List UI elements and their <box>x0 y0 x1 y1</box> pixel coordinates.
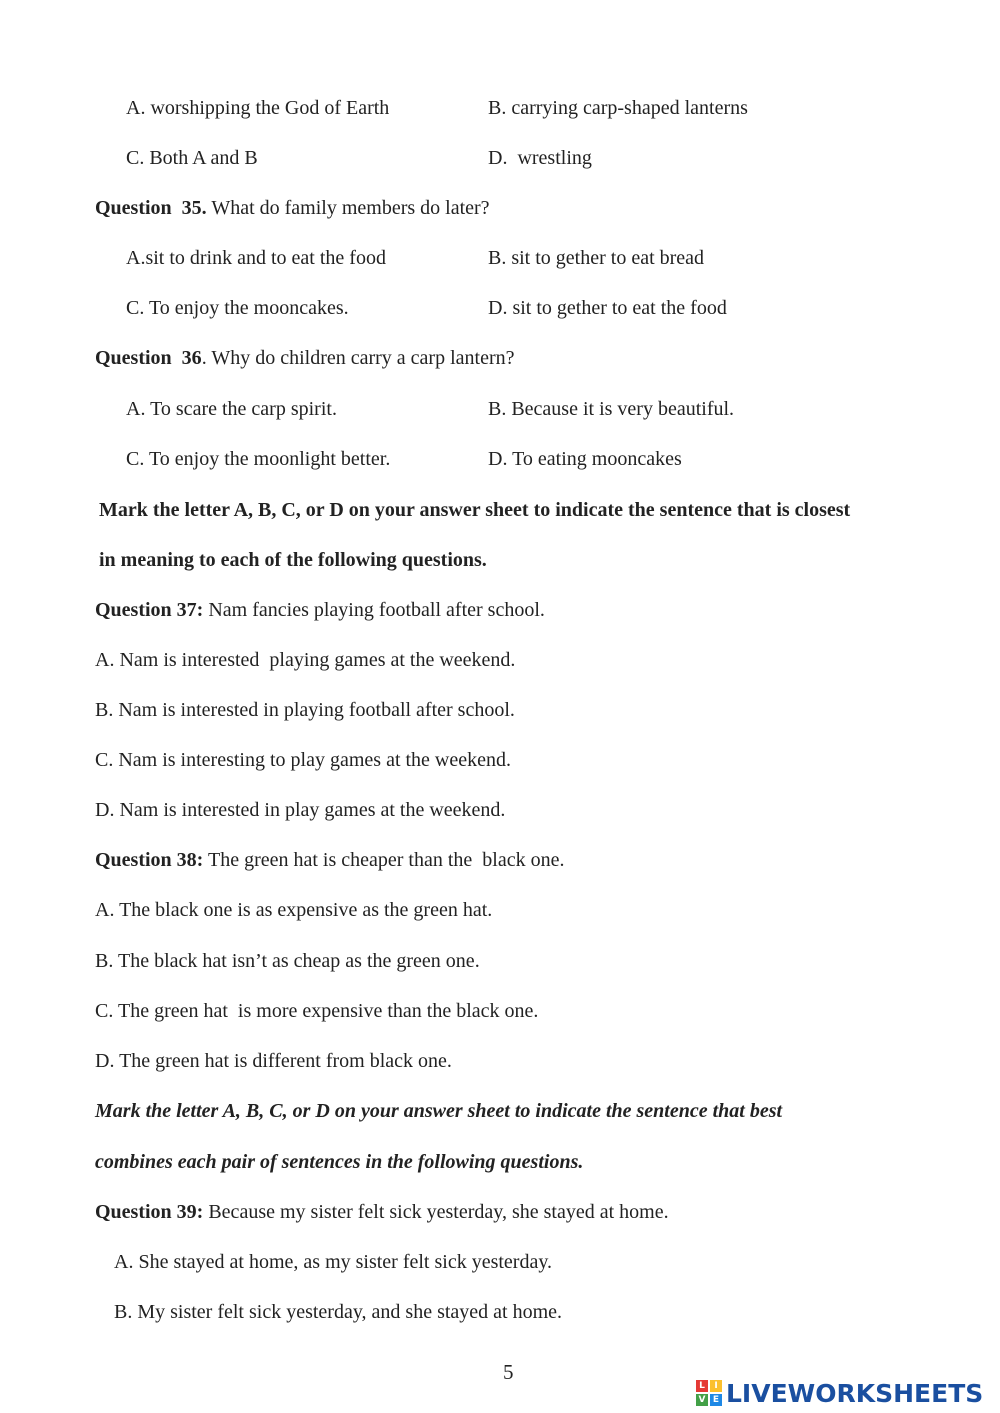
liveworksheets-logo-icon <box>696 1380 722 1406</box>
instruction-combine-sentences-line2: combines each pair of sentences in the following questions. <box>95 1151 584 1173</box>
q38-option-a: A. The black one is as expensive as the green hat. <box>95 899 493 921</box>
q37-text: Nam fancies playing football after school. <box>203 599 545 621</box>
q36-option-b: B. Because it is very beautiful. <box>488 398 735 420</box>
logo-cell-v: V <box>696 1394 708 1406</box>
q37-option-c: C. Nam is interesting to play games at the weekend. <box>95 749 512 771</box>
q38-label: Question 38: <box>95 849 204 871</box>
q35-option-c: C. To enjoy the mooncakes. <box>126 297 349 319</box>
q37-label: Question 37: <box>95 599 204 621</box>
logo-cell-e: E <box>710 1394 722 1406</box>
q35-label: Question 35. <box>95 197 207 219</box>
q34-option-b: B. carrying carp-shaped lanterns <box>488 97 748 119</box>
q34-option-a: A. worshipping the God of Earth <box>126 97 390 119</box>
q36-option-a: A. To scare the carp spirit. <box>126 398 337 420</box>
q36-text: . Why do children carry a carp lantern? <box>201 347 515 369</box>
q36-option-c: C. To enjoy the moonlight better. <box>126 448 391 470</box>
q37-question <box>95 598 545 622</box>
q35-question <box>95 196 490 220</box>
q35-option-b: B. sit to gether to eat bread <box>488 247 705 269</box>
q39-option-a: A. She stayed at home, as my sister felt sick yesterday. <box>114 1251 553 1273</box>
q36-question <box>95 346 515 370</box>
q39-option-b: B. My sister felt sick yesterday, and she stayed at home. <box>114 1301 563 1323</box>
q38-question <box>95 848 565 872</box>
q35-option-d: D. sit to gether to eat the food <box>488 297 727 319</box>
brand-name: LIVEWORKSHEETS <box>726 1378 984 1408</box>
q38-option-d: D. The green hat is different from black one. <box>95 1050 452 1072</box>
q39-question <box>95 1200 669 1224</box>
q34-option-d: D. wrestling <box>488 147 592 169</box>
q37-option-a: A. Nam is interested playing games at the weekend. <box>95 649 516 671</box>
instruction-combine-sentences-line1: Mark the letter A, B, C, or D on your answer sheet to indicate the sentence that best <box>95 1100 783 1122</box>
q34-option-c: C. Both A and B <box>126 147 258 169</box>
page-number: 5 <box>503 1360 514 1384</box>
q37-option-b: B. Nam is interested in playing football after school. <box>95 699 515 721</box>
q36-option-d: D. To eating mooncakes <box>488 448 682 470</box>
q39-label: Question 39: <box>95 1201 204 1223</box>
q38-option-c: C. The green hat is more expensive than the black one. <box>95 1000 539 1022</box>
q37-option-d: D. Nam is interested in play games at the weekend. <box>95 799 506 821</box>
instruction-closest-meaning-line2: in meaning to each of the following questions. <box>99 549 487 571</box>
logo-cell-l: L <box>696 1380 708 1392</box>
q36-label: Question 36 <box>95 347 202 369</box>
instruction-closest-meaning-line1: Mark the letter A, B, C, or D on your answer sheet to indicate the sentence that is closest <box>99 499 851 521</box>
q38-option-b: B. The black hat isn’t as cheap as the green one. <box>95 950 480 972</box>
q35-text: What do family members do later? <box>206 197 490 219</box>
logo-cell-i: I <box>710 1380 722 1392</box>
q38-text: The green hat is cheaper than the black one. <box>203 849 565 871</box>
q35-option-a: A.sit to drink and to eat the food <box>126 247 386 269</box>
liveworksheets-watermark <box>696 1378 983 1408</box>
q39-text: Because my sister felt sick yesterday, she stayed at home. <box>203 1201 669 1223</box>
